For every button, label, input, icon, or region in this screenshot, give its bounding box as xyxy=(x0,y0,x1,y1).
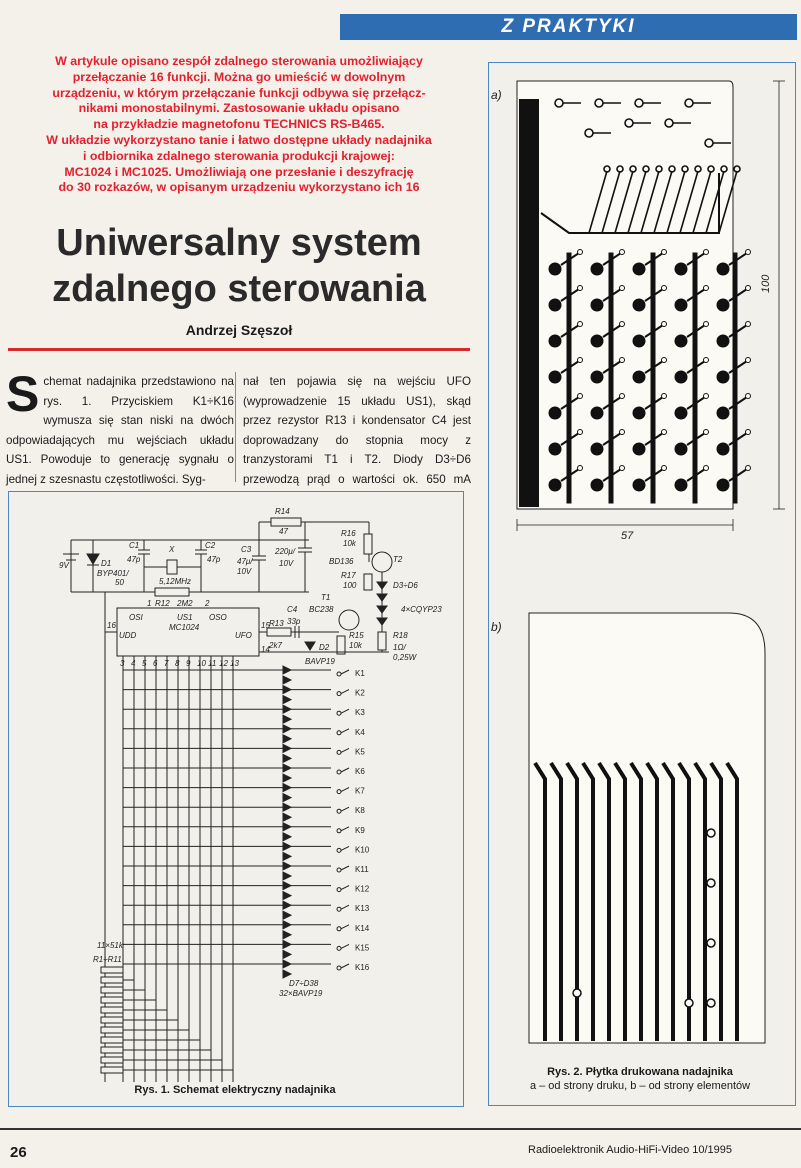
pcb-drawing xyxy=(489,63,795,1105)
pcb-via xyxy=(746,286,751,291)
resistor-r11 xyxy=(101,1067,123,1073)
pin-label-9: 9 xyxy=(186,659,191,668)
diode-icon xyxy=(283,823,291,831)
article-author: Andrzej Szęszoł xyxy=(185,322,293,338)
pcb-via xyxy=(578,286,583,291)
key-label-k4: K4 xyxy=(355,727,365,737)
pcb-hole xyxy=(707,939,715,947)
label-c1: C1 xyxy=(129,541,140,550)
pcb-pad xyxy=(549,479,561,491)
label-r15: R15 xyxy=(349,631,364,640)
switch-contact xyxy=(337,711,341,715)
pcb-board-b xyxy=(529,613,765,1043)
switch-contact xyxy=(337,907,341,911)
label-r16: R16 xyxy=(341,529,356,538)
diode-icon xyxy=(283,666,291,674)
pcb-pad xyxy=(675,335,687,347)
label-r16-value: 10k xyxy=(343,539,356,548)
pcb-pad xyxy=(549,335,561,347)
switch-lever xyxy=(341,846,349,850)
key-label-k12: K12 xyxy=(355,884,370,894)
pcb-via xyxy=(662,250,667,255)
switch-lever xyxy=(341,807,349,811)
figure-2-subcaption: a – od strony druku, b – od strony elementów xyxy=(529,1080,751,1092)
switch-contact xyxy=(337,790,341,794)
resistor-r3 xyxy=(101,987,123,993)
pcb-via xyxy=(704,394,709,399)
figure-2-caption: Rys. 2. Płytka drukowana nadajnika xyxy=(547,1066,733,1078)
switch-contact xyxy=(337,868,341,872)
label-d3d6: D3÷D6 xyxy=(393,581,418,590)
pcb-pad xyxy=(717,335,729,347)
label-figure-a: a) xyxy=(491,88,502,102)
body-column-2 xyxy=(243,372,471,509)
diode-icon xyxy=(283,852,291,860)
pcb-pad xyxy=(591,479,603,491)
switch-lever xyxy=(341,866,349,870)
pcb-pad xyxy=(549,263,561,275)
label-r12-value: 2M2 xyxy=(177,599,193,608)
label-mc1024: MC1024 xyxy=(169,623,200,632)
label-9v: 9V xyxy=(59,561,69,570)
pcb-pad xyxy=(549,371,561,383)
diode-icon xyxy=(283,862,291,870)
diode-icon xyxy=(283,686,291,694)
label-c4: C4 xyxy=(287,605,298,614)
resistor-r10 xyxy=(101,1057,123,1063)
label-pin2: 2 xyxy=(205,599,210,608)
label-r14: R14 xyxy=(275,507,290,516)
switch-lever xyxy=(341,788,349,792)
diode-icon xyxy=(283,901,291,909)
diode-icon xyxy=(283,725,291,733)
key-label-k3: K3 xyxy=(355,708,365,718)
pcb-via xyxy=(704,322,709,327)
pcb-via xyxy=(704,358,709,363)
label-d7: D7÷D38 xyxy=(289,979,319,988)
page-number: 26 xyxy=(10,1144,27,1161)
journal-name: Radioelektronik Audio-HiFi-Video 10/1995 xyxy=(528,1144,733,1156)
label-r14-value: 47 xyxy=(279,527,288,536)
diode-icon xyxy=(283,784,291,792)
pcb-pad xyxy=(717,263,729,275)
label-r15-value: 10k xyxy=(349,641,362,650)
switch-contact xyxy=(337,829,341,833)
pcb-via xyxy=(662,322,667,327)
switch-lever xyxy=(341,886,349,890)
pin-label-5: 5 xyxy=(142,659,147,668)
label-c3: C3 xyxy=(241,545,252,554)
pcb-via xyxy=(746,466,751,471)
title-divider xyxy=(8,348,470,351)
body-text-2: nał ten pojawia się na wejściu UFO (wyprowadzenie 15 układu US1), skąd przez rezystor R13 i kondensator C4 jest doprowadzany do stopnia mocy z tranzystorami T1 i T2. Diody D3÷D6 przewodzą prąd o wartości ok. 650 mA xyxy=(243,375,471,486)
diode-icon xyxy=(283,754,291,762)
key-label-k2: K2 xyxy=(355,688,365,698)
label-pin15: 15 xyxy=(261,621,270,630)
pcb-via xyxy=(704,466,709,471)
pcb-board-a xyxy=(517,81,733,509)
resistor-r9 xyxy=(101,1047,123,1053)
switch-contact xyxy=(337,770,341,774)
pcb-pad xyxy=(675,443,687,455)
label-d1-type2: 50 xyxy=(115,578,124,587)
pcb-pad xyxy=(633,443,645,455)
pcb-pad xyxy=(633,371,645,383)
pcb-via xyxy=(662,358,667,363)
key-label-k7: K7 xyxy=(355,786,365,796)
key-label-k8: K8 xyxy=(355,806,365,816)
diode-icon xyxy=(283,960,291,968)
pcb-via xyxy=(620,286,625,291)
column-divider xyxy=(235,372,236,482)
pcb-pad xyxy=(591,443,603,455)
label-d7-type: 32×BAVP19 xyxy=(279,989,323,998)
label-cbig: 220μ/ xyxy=(275,547,295,556)
pin-label-10: 10 xyxy=(197,659,206,668)
resistor-r6 xyxy=(101,1017,123,1023)
pcb-pad xyxy=(633,299,645,311)
diode-icon xyxy=(283,892,291,900)
diode-icon xyxy=(283,970,291,978)
pin-label-11: 11 xyxy=(208,659,217,668)
label-r13: R13 xyxy=(269,619,284,628)
label-t1: T1 xyxy=(321,593,331,602)
pcb-via xyxy=(620,466,625,471)
diode-icon xyxy=(283,676,291,684)
key-label-k11: K11 xyxy=(355,865,369,874)
label-d1: D1 xyxy=(101,559,112,568)
pin-label-8: 8 xyxy=(175,659,180,668)
pcb-hole xyxy=(707,999,715,1007)
label-figure-b: b) xyxy=(491,620,502,634)
pcb-pad xyxy=(591,263,603,275)
resistor-r4 xyxy=(101,997,123,1003)
label-leds: 4×CQYP23 xyxy=(401,605,442,614)
label-r18: R18 xyxy=(393,631,408,640)
label-r-range: R1÷R11 xyxy=(93,955,122,964)
switch-lever xyxy=(341,748,349,752)
pcb-pad xyxy=(717,371,729,383)
pcb-via xyxy=(662,430,667,435)
pcb-ground-strip xyxy=(519,99,539,507)
pcb-bus-strip xyxy=(693,253,697,503)
pcb-via xyxy=(578,430,583,435)
switch-lever xyxy=(341,768,349,772)
resistor-r7 xyxy=(101,1027,123,1033)
pcb-pad xyxy=(717,479,729,491)
label-t2-type: BD136 xyxy=(329,557,354,566)
label-r18-watts: 0,25W xyxy=(393,653,417,662)
switch-lever xyxy=(341,670,349,674)
diode-icon xyxy=(283,696,291,704)
diode-icon xyxy=(283,794,291,802)
label-c2: C2 xyxy=(205,541,216,550)
pcb-via xyxy=(746,358,751,363)
dimension-width: 57 xyxy=(621,530,634,542)
pcb-via xyxy=(578,322,583,327)
pin-label-6: 6 xyxy=(153,659,158,668)
article-title: Uniwersalny system zdalnego sterowania xyxy=(52,222,426,310)
label-osi: OSI xyxy=(129,613,143,622)
pcb-pad xyxy=(633,479,645,491)
diode-icon xyxy=(283,872,291,880)
diode-icon xyxy=(283,940,291,948)
switch-contact xyxy=(337,731,341,735)
diode-icon xyxy=(283,774,291,782)
switch-lever xyxy=(341,964,349,968)
diode-icon xyxy=(283,813,291,821)
pin-label-13: 13 xyxy=(230,659,239,668)
label-t1-type: BC238 xyxy=(309,605,334,614)
resistor-r1 xyxy=(101,967,123,973)
label-c3-value2: 10V xyxy=(237,567,252,576)
switch-contact xyxy=(337,672,341,676)
pcb-pad xyxy=(591,407,603,419)
pcb-via xyxy=(662,466,667,471)
dimension-height: 100 xyxy=(760,274,772,293)
switch-lever xyxy=(341,905,349,909)
pcb-pad xyxy=(675,371,687,383)
diode-icon xyxy=(283,882,291,890)
figure-1-caption: Rys. 1. Schemat elektryczny nadajnika xyxy=(134,1084,336,1096)
switch-lever xyxy=(341,827,349,831)
label-pin14: 14 xyxy=(261,645,270,654)
pcb-via xyxy=(620,430,625,435)
label-c2-value: 47p xyxy=(207,555,221,564)
label-r18-value: 1Ω/ xyxy=(393,643,406,652)
pcb-via xyxy=(620,322,625,327)
resistor-r8 xyxy=(101,1037,123,1043)
pcb-pad xyxy=(675,407,687,419)
pcb-via xyxy=(704,286,709,291)
pcb-pad xyxy=(549,299,561,311)
key-label-k15: K15 xyxy=(355,943,370,953)
pcb-pad xyxy=(549,443,561,455)
label-bavp: BAVP19 xyxy=(305,657,335,666)
switch-contact xyxy=(337,809,341,813)
pcb-pad xyxy=(591,299,603,311)
diode-icon xyxy=(283,833,291,841)
diode-icon xyxy=(283,705,291,713)
drop-cap: S xyxy=(6,366,40,422)
switch-contact xyxy=(337,927,341,931)
schematic-drawing xyxy=(9,492,463,1106)
switch-contact xyxy=(337,946,341,950)
switch-contact xyxy=(337,750,341,754)
pcb-pad xyxy=(675,299,687,311)
pcb-hole xyxy=(573,989,581,997)
switch-contact xyxy=(337,966,341,970)
label-r12: R12 xyxy=(155,599,170,608)
switch-lever xyxy=(341,944,349,948)
label-t2: T2 xyxy=(393,555,403,564)
article-lead: W artykule opisano zespół zdalnego sterowania umożliwiający przełączanie 16 funkcji. Można go umieścić w dowolnym urządzeniu, w którym przełączanie funkcji odbywa się przełącz- nikami monostabilnymi. Zastosowanie układu opisano na przykładzie magnetofonu TECHNICS RS-B465. W układzie wykorzystano tanie i łatwo dostępne układy nadajnika i odbiornika zdalnego sterowania produkcji krajowej: MC1024 i MC1025. Umożliwiają one przesłanie i deszyfrację do 30 rozkazów, w opisanym urządzeniu wykorzystano ich 16 xyxy=(46,54,432,195)
pcb-pad xyxy=(549,407,561,419)
diode-icon xyxy=(283,744,291,752)
pcb-pad xyxy=(717,407,729,419)
pin-label-4: 4 xyxy=(131,659,136,668)
pin-label-12: 12 xyxy=(219,659,228,668)
diode-icon xyxy=(283,921,291,929)
diode-icon xyxy=(283,931,291,939)
label-ufo: UFO xyxy=(235,631,252,640)
pcb-hole xyxy=(685,999,693,1007)
resistor-r5 xyxy=(101,1007,123,1013)
switch-lever xyxy=(341,690,349,694)
key-label-k1: K1 xyxy=(355,669,365,678)
pcb-pad xyxy=(717,299,729,311)
figure-1-schematic xyxy=(8,491,464,1107)
pcb-via xyxy=(620,250,625,255)
switch-lever xyxy=(341,729,349,733)
label-d1-type: BYP401/ xyxy=(97,569,129,578)
switch-contact xyxy=(337,848,341,852)
resistor-r2 xyxy=(101,977,123,983)
pcb-pad xyxy=(675,479,687,491)
pin-label-7: 7 xyxy=(164,659,169,668)
label-udd: UDD xyxy=(119,631,137,640)
diode-icon xyxy=(283,764,291,772)
pcb-via xyxy=(746,394,751,399)
switch-contact xyxy=(337,888,341,892)
label-us1: US1 xyxy=(177,613,193,622)
key-label-k10: K10 xyxy=(355,845,370,855)
label-c4-value: 33p xyxy=(287,617,301,626)
pcb-via xyxy=(704,430,709,435)
key-label-k6: K6 xyxy=(355,767,365,776)
key-label-k13: K13 xyxy=(355,904,370,914)
pcb-via xyxy=(620,358,625,363)
label-cbig-value: 10V xyxy=(279,559,294,568)
pcb-pad xyxy=(633,263,645,275)
pcb-bus-strip xyxy=(609,253,613,503)
section-banner: Z PRAKTYKI xyxy=(340,14,797,40)
diode-icon xyxy=(283,803,291,811)
diode-icon xyxy=(283,735,291,743)
label-r17-value: 100 xyxy=(343,581,357,590)
pcb-via xyxy=(578,466,583,471)
footer-rule xyxy=(0,1128,801,1130)
label-r17: R17 xyxy=(341,571,356,580)
switch-lever xyxy=(341,925,349,929)
label-r-list: 11×51k xyxy=(97,941,123,950)
pcb-via xyxy=(704,250,709,255)
pcb-bus-strip xyxy=(651,253,655,503)
pcb-pad xyxy=(633,335,645,347)
pcb-via xyxy=(662,286,667,291)
pcb-pad xyxy=(675,263,687,275)
pcb-via xyxy=(662,394,667,399)
diode-icon xyxy=(283,911,291,919)
pcb-pad xyxy=(591,371,603,383)
pin-label-3: 3 xyxy=(120,659,125,668)
label-xtal: 5,12MHz xyxy=(159,577,192,586)
body-column-1 xyxy=(6,366,234,490)
key-label-k9: K9 xyxy=(355,825,365,835)
diode-icon xyxy=(283,715,291,723)
label-pin16: 16 xyxy=(107,621,116,630)
pcb-pad xyxy=(633,407,645,419)
body-text-1: chemat nadajnika przedstawiono na rys. 1. Przyciskiem K1÷K16 wymusza się stan niski na dwóch odpowiadających mu wejściach układu US1. Powoduje to generację sygnału o jednej z szesnastu częstotliwości. Syg- xyxy=(6,375,234,486)
pcb-pad xyxy=(591,335,603,347)
pcb-via xyxy=(746,250,751,255)
pcb-via xyxy=(620,394,625,399)
pcb-bus-strip xyxy=(567,253,571,503)
label-d2: D2 xyxy=(319,643,330,652)
diode-icon xyxy=(283,842,291,850)
pcb-hole xyxy=(707,879,715,887)
pcb-hole xyxy=(707,829,715,837)
label-oso: OSO xyxy=(209,613,227,622)
pcb-via xyxy=(578,394,583,399)
switch-lever xyxy=(341,709,349,713)
pcb-via xyxy=(746,430,751,435)
pcb-via xyxy=(578,250,583,255)
key-label-k5: K5 xyxy=(355,747,365,757)
key-label-k16: K16 xyxy=(355,963,370,972)
pcb-bus-strip xyxy=(733,253,737,503)
label-c3-value: 47μ/ xyxy=(237,557,253,566)
key-label-k14: K14 xyxy=(355,923,370,933)
label-x: X xyxy=(169,545,175,554)
label-r13-value: 2k7 xyxy=(269,641,282,650)
label-pin1: 1 xyxy=(147,599,152,608)
label-c1-value: 47p xyxy=(127,555,141,564)
pcb-pad xyxy=(717,443,729,455)
diode-icon xyxy=(283,950,291,958)
pcb-via xyxy=(578,358,583,363)
pcb-via xyxy=(746,322,751,327)
figure-2-pcb xyxy=(488,62,796,1106)
switch-contact xyxy=(337,692,341,696)
